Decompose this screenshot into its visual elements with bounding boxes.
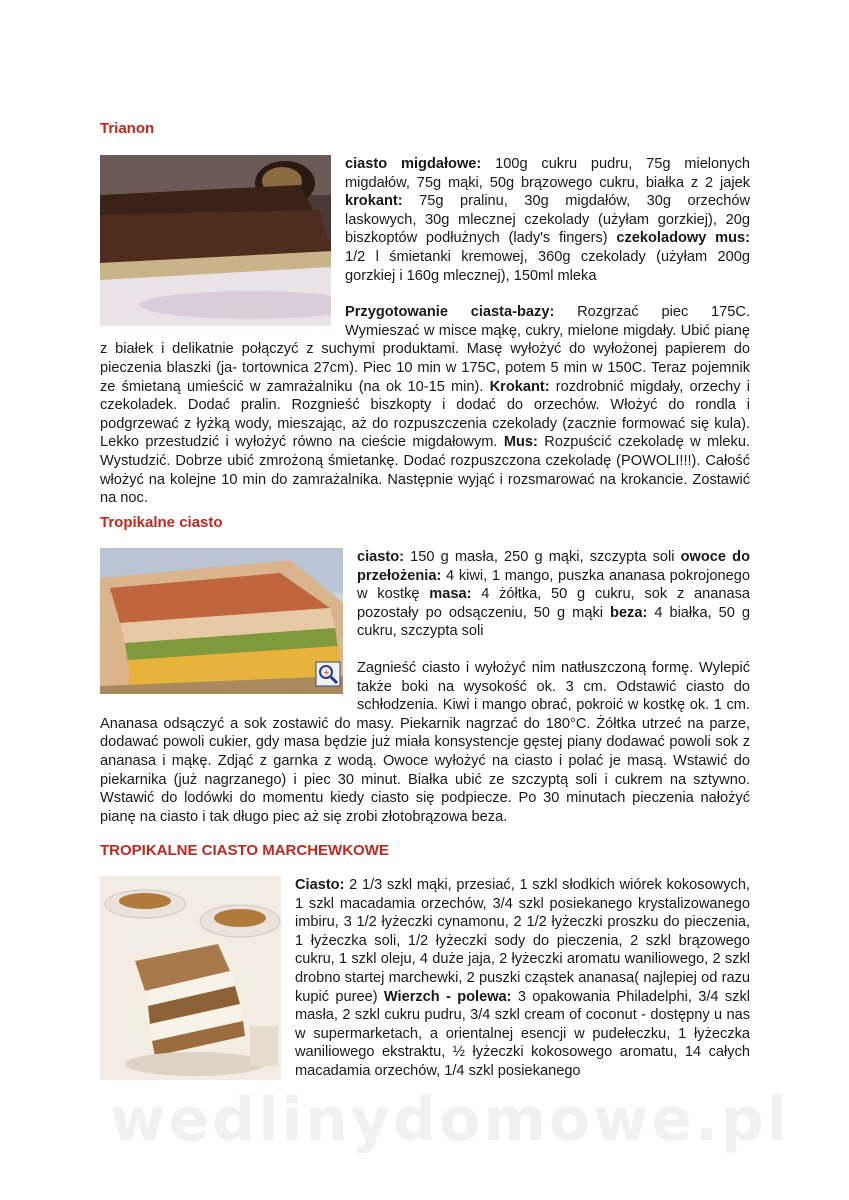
watermark: wedlinydomowe.pl <box>110 1085 791 1155</box>
recipe-body-marchewkowe <box>100 876 750 1084</box>
svg-text:+: + <box>323 668 330 677</box>
recipe-body-tropikalne <box>100 548 750 826</box>
recipe-title: TROPIKALNE CIASTO MARCHEWKOWE <box>100 842 389 859</box>
recipe-title: Trianon <box>100 120 155 137</box>
tropical-cake-image <box>100 548 343 694</box>
tropikalne-ingredients: ciasto: 150 g masła, 250 g mąki, szczypta soli owoce do przełożenia: 4 kiwi, 1 mango, puszka ananasa pokrojonego w kostkę masa: 4 żółtka, 50 g cukru, sok z ananasa pozostały po odsączeniu, 50 g mąki beza: 4 białka, 50 g cukru, szczypta soli <box>357 549 751 640</box>
trianon-ingredients: ciasto migdałowe: 100g cukru pudru, 75g mielonych migdałów, 75g mąki, 50g brązowego cukru, białka z 2 jajek krokant: 75g pralinu, 30g migdałów, 30g orzechów laskowych, 30g mlecznej czekolady (użyłam gorzkiej), 20g biszkoptów podłużnych (lady's fingers) czekoladowy mus: 1/2 l śmietanki kremowej, 360g czekolady (użyłam 200g gorzkiej i 160g mlecznej), 150ml mleka <box>345 156 750 284</box>
tropical-cake-photo <box>100 548 343 694</box>
trianon-method: Przygotowanie ciasta-bazy: Rozgrzać piec 175C. Wymieszać w misce mąkę, cukry, mielone migdały. Ubić pianę z białek i delikatnie połączyć z suchymi produktami. Masę wyłożyć do wyłożonej papierem do pieczenia blaszki (ja- tortownica 27cm). Piec 10 min w 175C, potem 5 min w 150C. Teraz pojemnik ze śmietaną umieścić w zamrażalniku (na ok 10-15 min). Krokant: rozdrobnić migdały, orzechy i czekoladek. Dodać pralin. Rozgnieść biszkopty i dodać do orzechów. Włożyć do rondla i podgrzewać z łyżką wody, mieszając, aż do rozpuszczenia czekolady (zacznie formować się kula). Lekko przestudzić i wyłożyć równo na cieście migdałowym. Mus: Rozpuścić czekoladę w mleku. Wystudzić. Dobrze ubić zmrożoną śmietankę. Dodać rozpuszczona czekoladę (POWOLI!!!). Całość włożyć na kolejne 10 min do zamrażalnika. Następnie wyjąć i rozsmarować na krokancie. Zostawić na noc. <box>100 304 750 507</box>
tropikalne-method: Zagnieść ciasto i wyłożyć nim natłuszczoną formę. Wylepić także boki na wysokość ok. 3 cm. Odstawić ciasto do schłodzenia. Kiwi i mango obrać, pokroić w kostkę ok. 1 cm. Ananasa odsączyć a sok zostawić do masy. Piekarnik nagrzać do 180°C. Żółtka utrzeć na parze, dodawać powoli cukier, gdy masa będzie już miała konsystencje gęstej piany dodawać powoli sok z ananasa i mąkę. Zdjąć z garnka z wodą. Owoce wyłożyć na ciasto i polać je masą. Wstawić do piekarnika (już nagrzanego) i piec 30 minut. Białka ubić ze szczyptą soli i cukrem na sztywno. Wstawić do lodówki do momentu kiedy ciasto się podpiecze. Po 30 minutach pieczenia nałożyć pianę na ciasto i tak długo piec aż się zrobi złotobrązowa beza. <box>100 659 750 825</box>
recipe-body-trianon <box>100 155 750 508</box>
carrot-cake-photo <box>100 876 281 1080</box>
recipe-title: Tropikalne ciasto <box>100 514 223 531</box>
chocolate-cake-image <box>100 155 331 326</box>
marchewkowe-ingredients: Ciasto: 2 1/3 szkl mąki, przesiać, 1 szkl słodkich wiórek kokosowych, 1 szkl macadamia orzechów, 3/4 szkl posiekanego krystalizowanego imbiru, 3 1/2 łyżeczki cynamonu, 2 1/2 łyżeczki proszku do pieczenia, 1 łyżeczka soli, 1/2 łyżeczki sody do pieczenia, 2 szkl brązowego cukru, 1 szkl oleju, 4 duże jaja, 2 łyżeczki aromatu waniliowego, 2 szkl drobno startej marchewki, 2 puszki cząstek ananasa( najlepiej od razu kupić puree) Wierzch - polewa: 3 opakowania Philadelphi, 3/4 szkl masła, 2 szkl cukru pudru, 3/4 szkl cream of coconut - dostępny u nas w supermarketach, a orientalnej esencji w pudełeczku, 1 łyżeczka waniliowego ekstraktu, ½ łyżeczki kokosowego aromatu, 14 całych macadamia orzechów, 1/4 szkl posiekanego <box>295 877 750 1079</box>
carrot-cake-image <box>100 876 281 1080</box>
trianon-photo <box>100 155 331 326</box>
